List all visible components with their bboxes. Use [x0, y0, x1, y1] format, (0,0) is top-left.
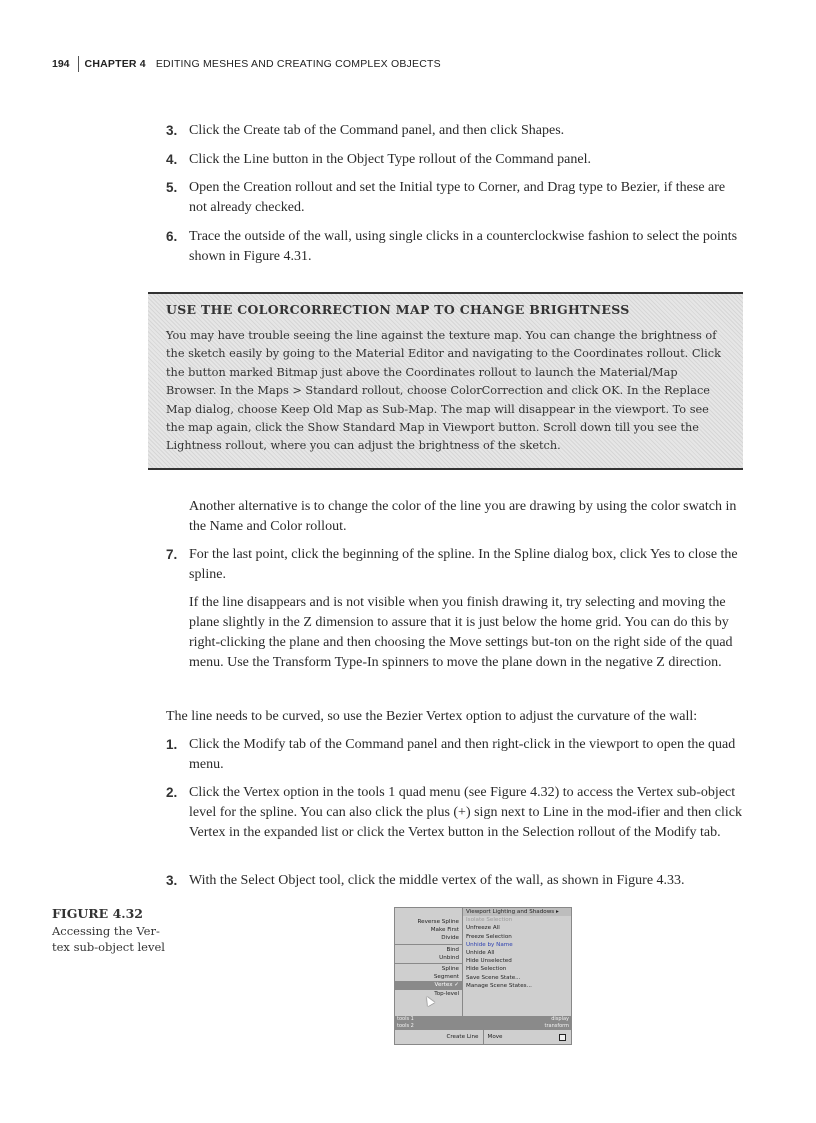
quad-label-bar-top [395, 1016, 571, 1023]
menu-item-unhide-all[interactable]: Unhide All [466, 949, 495, 956]
menu-item-make-first[interactable]: Make First [430, 927, 459, 934]
step-number: 1. [166, 737, 178, 752]
figure-description: Accessing the Ver-tex sub-object level [52, 924, 165, 954]
step-text: Click the Modify tab of the Command panel and then right-click in the viewport to open the quad menu. [189, 737, 736, 772]
tip-box [148, 292, 743, 470]
step-5-top [166, 178, 746, 218]
header-divider [78, 56, 79, 72]
step-number: 6. [166, 229, 178, 244]
quad-menu-left-column [395, 908, 463, 1016]
chapter-label: CHAPTER 4 [84, 58, 146, 70]
step-3-top [166, 121, 746, 141]
step-1-bottom [166, 735, 746, 775]
step-7 [166, 545, 746, 585]
step-number: 7. [166, 547, 178, 562]
menu-item-hide-selection[interactable]: Hide Selection [466, 966, 507, 973]
step-number: 3. [166, 873, 178, 888]
figure-caption [52, 906, 252, 955]
menu-item-save-scene-state[interactable]: Save Scene State... [466, 974, 521, 981]
quad-label-display: display [551, 1016, 569, 1022]
step-2-bottom [166, 783, 746, 843]
step-4-top [166, 150, 746, 170]
menu-item-hide-unselected[interactable]: Hide Unselected [466, 958, 512, 965]
menu-item-move[interactable] [484, 1030, 572, 1044]
menu-item-unbind[interactable]: Unbind [439, 954, 459, 961]
page-number: 194 [52, 58, 70, 70]
menu-item-freeze-selection[interactable]: Freeze Selection [466, 933, 512, 940]
quad-menu-screenshot [394, 907, 572, 1045]
step-6-top [166, 227, 746, 267]
move-settings-box-icon[interactable] [559, 1034, 566, 1041]
step-text: Trace the outside of the wall, using single clicks in a counterclockwise fashion to select the points shown in Figure 4.31. [189, 229, 738, 264]
menu-separator [395, 944, 462, 945]
quad-menu-right-column [463, 908, 571, 1016]
menu-item-top-level[interactable]: Top-level [434, 990, 459, 997]
step-text: For the last point, click the beginning of the spline. In the Spline dialog box, click Yes to close the spline. [189, 547, 738, 582]
step-3-bottom [166, 871, 746, 891]
menu-item-unhide-by-name[interactable]: Unhide by Name [466, 941, 513, 948]
quad-label-tools1: tools 1 [397, 1016, 414, 1022]
menu-item-manage-scene-states[interactable]: Manage Scene States... [466, 982, 532, 989]
curve-intro-paragraph: The line needs to be curved, so use the Bezier Vertex option to adjust the curvature of the wall: [166, 709, 698, 724]
menu-item-isolate-selection[interactable]: Isolate Selection [466, 917, 513, 924]
menu-item-unfreeze-all[interactable]: Unfreeze All [466, 925, 500, 932]
running-header [52, 56, 441, 72]
menu-item-segment[interactable]: Segment [433, 974, 459, 981]
step-number: 3. [166, 123, 178, 138]
step-number: 2. [166, 785, 178, 800]
step-text: With the Select Object tool, click the middle vertex of the wall, as shown in Figure 4.33. [189, 873, 685, 888]
menu-item-reverse-spline[interactable]: Reverse Spline [417, 919, 459, 925]
menu-item-spline[interactable]: Spline [441, 965, 459, 972]
menu-item-viewport-lighting[interactable]: Viewport Lighting and Shadows ▸ [463, 908, 571, 916]
alternative-paragraph: Another alternative is to change the color of the line you are drawing by using the color swatch in the Name and Color rollout. [189, 499, 737, 534]
quad-label-transform: transform [544, 1023, 569, 1029]
step-text: Click the Vertex option in the tools 1 quad menu (see Figure 4.32) to access the Vertex sub-object level for the spline. You can also click the plus (+) sign next to Line in the mod-ifier and then click Vertex in the expanded list or click the Vertex button in the Selection rollout of the Modify tab. [189, 785, 742, 840]
troubleshoot-paragraph: If the line disappears and is not visible when you finish drawing it, try selecting and moving the plane slightly in the Z dimension to assure that it is just below the home grid. You can do this by right-clicking the plane and then choosing the Move settings but-ton on the right side of the quad menu. Use the Transform Type-In spinners to move the plane down in the negative Z direction. [189, 595, 733, 670]
step-text: Click the Line button in the Object Type rollout of the Command panel. [189, 152, 591, 167]
quad-label-tools2: tools 2 [397, 1023, 414, 1029]
step-number: 5. [166, 180, 178, 195]
quad-label-bar-bottom [395, 1023, 571, 1030]
step-number: 4. [166, 152, 178, 167]
menu-item-bind[interactable]: Bind [446, 946, 459, 953]
menu-item-divide[interactable]: Divide [441, 935, 459, 942]
menu-separator [395, 963, 462, 964]
menu-item-move-label: Move [487, 1034, 503, 1040]
step-text: Open the Creation rollout and set the Initial type to Corner, and Drag type to Bezier, if these are not already checked. [189, 180, 726, 215]
figure-label: FIGURE 4.32 [52, 906, 144, 921]
menu-item-create-line[interactable]: Create Line [395, 1030, 484, 1044]
step-text: Click the Create tab of the Command panel, and then click Shapes. [189, 123, 565, 138]
tip-body: You may have trouble seeing the line against the texture map. You can change the brightness of the sketch easily by going to the Material Editor and navigating to the Coordinates rollout. Click the button marked Bitmap just above the Coordinates rollout to launch the Material/Map Browser. In the Maps > Standard rollout, choose ColorCorrection and click OK. In the Replace Map dialog, choose Keep Old Map as Sub-Map. The map will disappear in the viewport. To see the map again, click the Show Standard Map in Viewport button. Scroll down till you see the Lightness rollout, where you can adjust the brightness of the sketch. [166, 329, 721, 453]
quad-menu-bottom-row [395, 1030, 571, 1044]
tip-title: USE THE COLORCORRECTION MAP TO CHANGE BRIGHTNESS [166, 302, 630, 317]
menu-item-vertex[interactable]: Vertex ✓ [395, 981, 462, 989]
chapter-title: EDITING MESHES AND CREATING COMPLEX OBJECTS [155, 58, 441, 70]
